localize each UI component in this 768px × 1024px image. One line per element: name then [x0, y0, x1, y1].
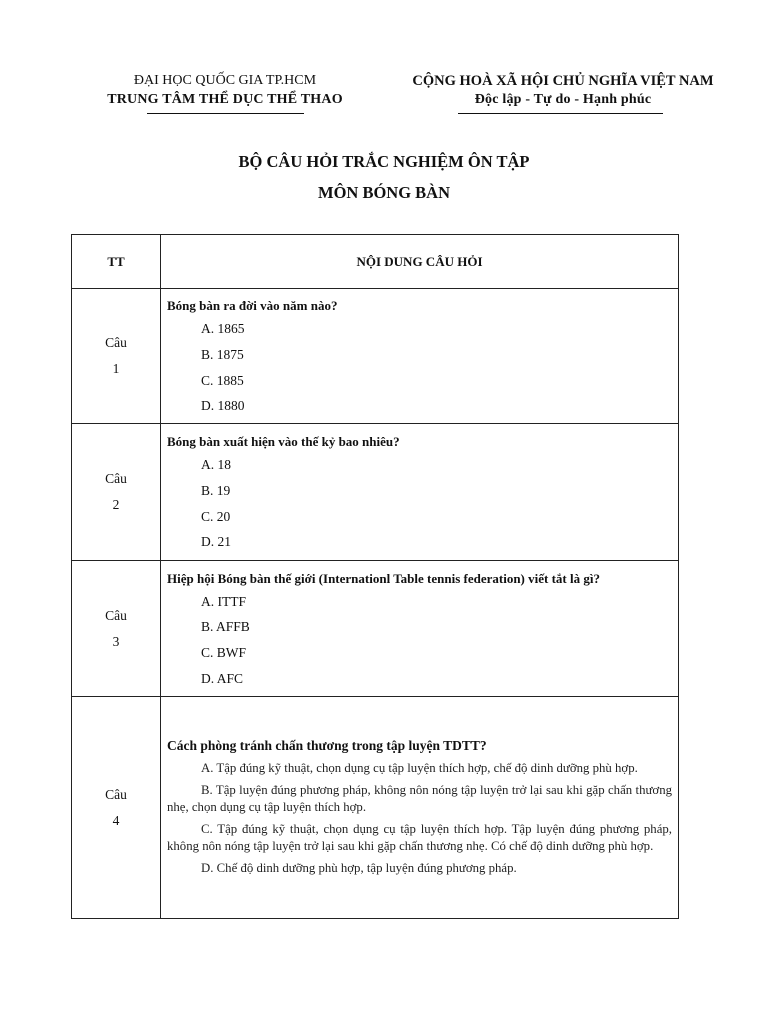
option-a: A. ITTF — [201, 593, 246, 609]
option-b: B. 19 — [201, 482, 231, 498]
question-content-cell — [161, 289, 679, 424]
option-c: C. BWF — [201, 645, 247, 660]
option-a: A. 1865 — [201, 321, 245, 337]
option-a: A. Tập đúng kỹ thuật, chọn dụng cụ tập luyện thích hợp, chế độ dinh dưỡng phù hợp. — [201, 761, 638, 775]
center-name: TRUNG TÂM THỂ DỤC THỂ THAO — [107, 92, 343, 107]
question-number-cell — [72, 561, 161, 697]
question-label: Câu — [105, 607, 127, 623]
option-d: D. AFC — [201, 670, 244, 686]
question-row — [72, 697, 679, 919]
university-name: ĐẠI HỌC QUỐC GIA TP.HCM — [133, 73, 317, 88]
question-content-cell — [161, 424, 679, 561]
column-header-content: NỘI DUNG CÂU HỎI — [161, 235, 679, 289]
country-name: CỘNG HOÀ XÃ HỘI CHỦ NGHĨA VIỆT NAM — [412, 73, 714, 89]
institution-header — [100, 72, 350, 110]
question-label: Câu — [105, 471, 127, 486]
option-a: A. 18 — [201, 457, 231, 473]
question-number: 2 — [112, 497, 120, 512]
question-content-cell — [161, 697, 679, 919]
question-text: Bóng bàn ra đời vào năm nào? — [167, 298, 338, 314]
question-number: 3 — [112, 633, 120, 649]
question-number-cell — [72, 424, 161, 561]
option-c: C. 20 — [201, 508, 231, 524]
question-row — [72, 561, 679, 697]
document-title: BỘ CÂU HỎI TRẮC NGHIỆM ÔN TẬP — [238, 152, 530, 171]
option-b: B. 1875 — [201, 346, 244, 362]
option-c: C. 1885 — [201, 372, 244, 388]
question-label: Câu — [105, 786, 127, 802]
question-number-cell — [72, 697, 161, 919]
left-header-underline — [147, 113, 304, 114]
option-d: D. 21 — [201, 534, 231, 550]
national-header — [398, 72, 728, 110]
option-d: D. Chế độ dinh dưỡng phù hợp, tập luyện đúng phương pháp. — [201, 861, 517, 875]
question-number: 1 — [112, 361, 120, 376]
question-label: Câu — [105, 335, 127, 350]
option-d: D. 1880 — [201, 398, 245, 414]
option-b: B. AFFB — [201, 619, 250, 635]
document-subtitle: MÔN BÓNG BÀN — [318, 183, 450, 202]
question-text: Bóng bàn xuất hiện vào thế kỷ bao nhiêu? — [167, 434, 400, 450]
question-row — [72, 424, 679, 561]
question-row — [72, 289, 679, 424]
option-b: B. Tập luyện đúng phương pháp, không nôn nóng tập luyện trở lại sau khi gặp chấn thương nhẹ, chọn dụng cụ tập luyện thích hợp. — [167, 783, 672, 814]
question-content-cell — [161, 561, 679, 697]
national-motto: Độc lập - Tự do - Hạnh phúc — [474, 92, 652, 107]
column-header-tt: TT — [72, 235, 161, 289]
question-table — [71, 234, 679, 919]
question-number-cell — [72, 289, 161, 424]
question-number: 4 — [112, 812, 120, 828]
right-header-underline — [458, 113, 663, 114]
option-c: C. Tập đúng kỹ thuật, chọn dụng cụ tập luyện thích hợp. Tập luyện đúng phương pháp, không nôn nóng tập luyện trở lại sau khi gặp chấn thương nhẹ. Có chế độ dinh dưỡng phù hợp. — [167, 822, 672, 853]
table-header-row — [72, 235, 679, 289]
question-text: Hiệp hội Bóng bàn thế giới (Internationl Table tennis federation) viết tắt là gì? — [167, 570, 600, 586]
question-text: Cách phòng tránh chấn thương trong tập luyện TDTT? — [167, 738, 487, 753]
